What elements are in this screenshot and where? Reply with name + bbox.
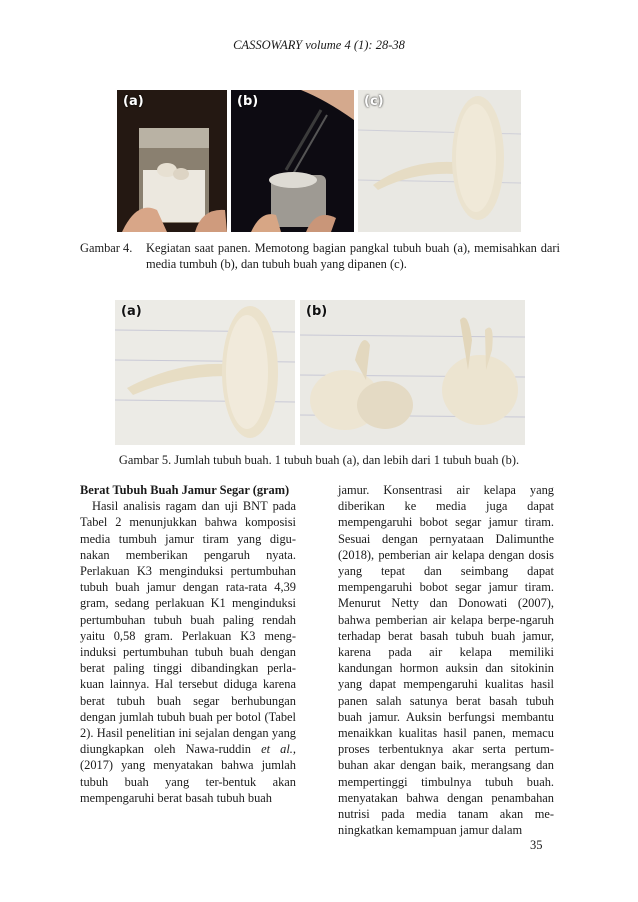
- paragraph: jamur. Konsentrasi air kelapa yang diberikan ke media juga dapat mempengaruhi bobot segar jamur tiram. Sesuai dengan pernyataan Dalimunthe (2018), pemberian air kelapa dengan dosis yang tepat dan seimbang dapat mempengaruhi bobot segar jamur tiram. Menurut Netty dan Donowati (2007), bahwa pemberian air kelapa berpe-ngaruh terhadap berat basah tubuh buah jamur, karena pada air kelapa memiliki kandungan hormon auksin dan sitokinin yang dapat mempengaruhi kualitas hasil panen salah satunya berat basah tubuh buah jamur. Auksin berfungsi membantu menaikkan kualitas hasil panen, memacu proses terbentuknya akar serta pertum-buhan akar dengan baik, merangsang dan mempertinggi timbulnya tubuh buah. menyatakan bahwa dengan penambahan nutrisi pada media tanam akan me-ningkatkan kemampuan jamur dalam: [338, 483, 554, 838]
- panel-label: (c): [364, 94, 384, 109]
- left-column: [80, 482, 296, 806]
- figure-5-caption: Gambar 5. Jumlah tubuh buah. 1 tubuh buah (a), dan lebih dari 1 tubuh buah (b).: [118, 453, 520, 467]
- right-column: [338, 482, 554, 838]
- paragraph: [80, 498, 296, 806]
- panel-label: (a): [123, 94, 144, 109]
- photo-separate-media: [231, 90, 354, 232]
- photo-multiple-fruit-bodies: [300, 300, 525, 445]
- photo-single-fruit-body: [115, 300, 295, 445]
- page-number: 35: [530, 838, 543, 852]
- figure-5: [115, 300, 525, 445]
- section-heading: Berat Tubuh Buah Jamur Segar (gram): [80, 483, 290, 497]
- figure-4-caption: [80, 240, 560, 272]
- paragraph-text-2: (2017) yang menyatakan bahwa jumlah tubuh buah yang ter-bentuk akan mempengaruhi berat basah tubuh buah: [80, 758, 296, 805]
- citation-etal: et al.,: [261, 742, 296, 757]
- panel-label: (b): [306, 304, 328, 319]
- figure-4: [117, 90, 521, 232]
- photo-harvested-fruit-body: [358, 90, 521, 232]
- paragraph-text-1: Hasil analisis ragam dan uji BNT pada Tabel 2 menunjukkan bahwa komposisi media tumbuh jamur tiram yang digu-nakan memberikan pengaruh nyata. Perlakuan K3 menginduksi pertumbuhan tubuh buah jamur dengan rata-rata 4,39 gram, sedang perlakuan K1 menginduksi pertumbuhan tubuh buah paling rendah yaitu 0,58 gram. Perlakuan K3 meng-induksi pertumbuhan tubuh buah dengan berat paling tinggi dibandingkan perla-kuan lainnya. Hal tersebut diduga karena berat tubuh buah segar berhubungan dengan jumlah tubuh buah per botol (Tabel 2). Hasil penelitian ini sejalan dengan yang diungkapkan oleh Nawa-ruddin: [80, 499, 296, 757]
- panel-label: (b): [237, 94, 259, 109]
- journal-header: CASSOWARY volume 4 (1): 28-38: [233, 38, 405, 52]
- caption-text: Kegiatan saat panen. Memotong bagian pangkal tubuh buah (a), memisahkan dari media tumbuh (b), dan tubuh buah yang dipanen (c).: [146, 241, 560, 271]
- caption-label: Gambar 4.: [80, 241, 133, 255]
- photo-harvest-cut: [117, 90, 227, 232]
- panel-label: (a): [121, 304, 142, 319]
